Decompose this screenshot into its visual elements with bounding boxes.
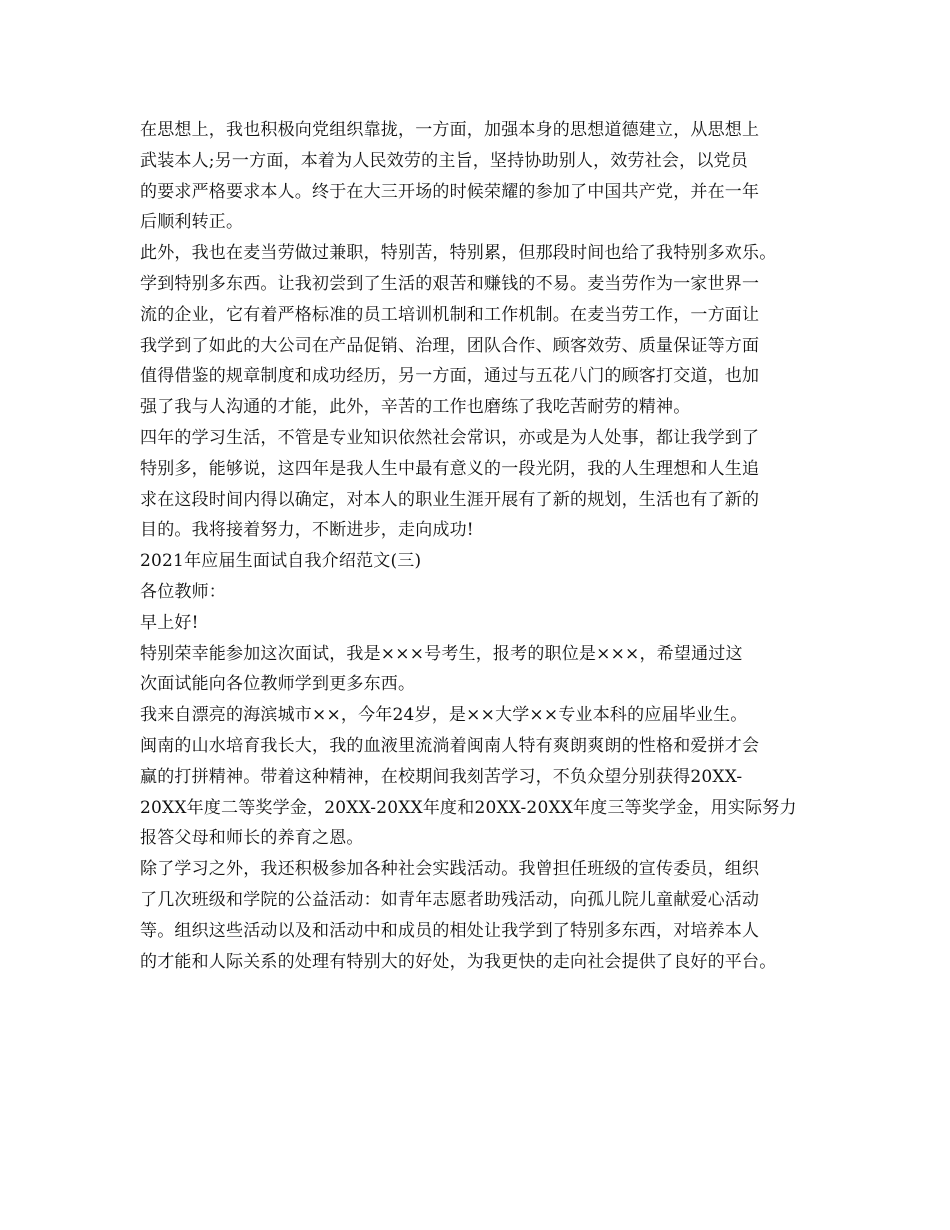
text-line: 除了学习之外，我还积极参加各种社会实践活动。我曾担任班级的宣传委员，组织 — [140, 859, 760, 880]
text-line: 在思想上，我也积极向党组织靠拢，一方面，加强本身的思想道德建立，从思想上 — [140, 120, 760, 140]
text-line: 武装本人;另一方面，本着为人民效劳的主旨，坚持协助别人，效劳社会，以党员 — [140, 150, 748, 171]
text-line: 我来自漂亮的海滨城市××，今年24岁，是××大学××专业本科的应届毕业生。 — [140, 705, 748, 726]
text-line: 报答父母和师长的养育之恩。 — [140, 828, 364, 849]
document-body — [140, 115, 830, 977]
text-line: 等。组织这些活动以及和活动中和成员的相处让我学到了特别多东西，对培养本人 — [140, 920, 760, 941]
text-line: 20XX年度二等奖学金，20XX-20XX年度和20XX-20XX年度三等奖学金，用实际努力 — [140, 797, 797, 818]
text-line: 强了我与人沟通的才能，此外，辛苦的工作也磨练了我吃苦耐劳的精神。 — [140, 397, 691, 418]
text-line: 了几次班级和学院的公益活动：如青年志愿者助残活动，向孤儿院儿童献爱心活动 — [140, 889, 760, 910]
text-line: 的才能和人际关系的处理有特别大的好处，为我更快的走向社会提供了良好的平台。 — [140, 951, 777, 972]
text-line: 学到特别多东西。让我初尝到了生活的艰苦和赚钱的不易。麦当劳作为一家世界一 — [140, 273, 760, 294]
text-line: 的要求严格要求本人。终于在大三开场的时候荣耀的参加了中国共产党，并在一年 — [140, 181, 760, 202]
text-line: 值得借鉴的规章制度和成功经历，另一方面，通过与五花八门的顾客打交道，也加 — [140, 366, 760, 387]
salutation: 各位教师： — [140, 581, 226, 602]
text-line: 流的企业，它有着严格标准的员工培训机制和工作机制。在麦当劳工作，一方面让 — [140, 304, 760, 325]
section-heading: 2021年应届生面试自我介绍范文(三) — [140, 551, 422, 572]
text-line: 特别荣幸能参加这次面试，我是×××号考生，报考的职位是×××，希望通过这 — [140, 643, 743, 664]
text-line: 特别多，能够说，这四年是我人生中最有意义的一段光阴，我的人生理想和人生追 — [140, 458, 760, 479]
text-line: 赢的打拼精神。带着这种精神，在校期间我刻苦学习，不负众望分别获得20XX- — [140, 766, 743, 787]
text-line: 求在这段时间内得以确定，对本人的职业生涯开展有了新的规划，生活也有了新的 — [140, 489, 760, 510]
text-line: 次面试能向各位教师学到更多东西。 — [140, 674, 416, 695]
text-line: 四年的学习生活，不管是专业知识依然社会常识，亦或是为人处事，都让我学到了 — [140, 427, 760, 448]
text-line: 后顺利转正。 — [140, 212, 244, 233]
text-line: 目的。我将接着努力，不断进步，走向成功! — [140, 520, 474, 541]
text-line: 我学到了如此的大公司在产品促销、治理，团队合作、顾客效劳、质量保证等方面 — [140, 335, 760, 356]
text-line: 此外，我也在麦当劳做过兼职，特别苦，特别累，但那段时间也给了我特别多欢乐。 — [140, 243, 777, 264]
text-line: 闽南的山水培育我长大，我的血液里流淌着闽南人特有爽朗爽朗的性格和爱拼才会 — [140, 735, 760, 756]
greeting: 早上好! — [140, 612, 199, 633]
